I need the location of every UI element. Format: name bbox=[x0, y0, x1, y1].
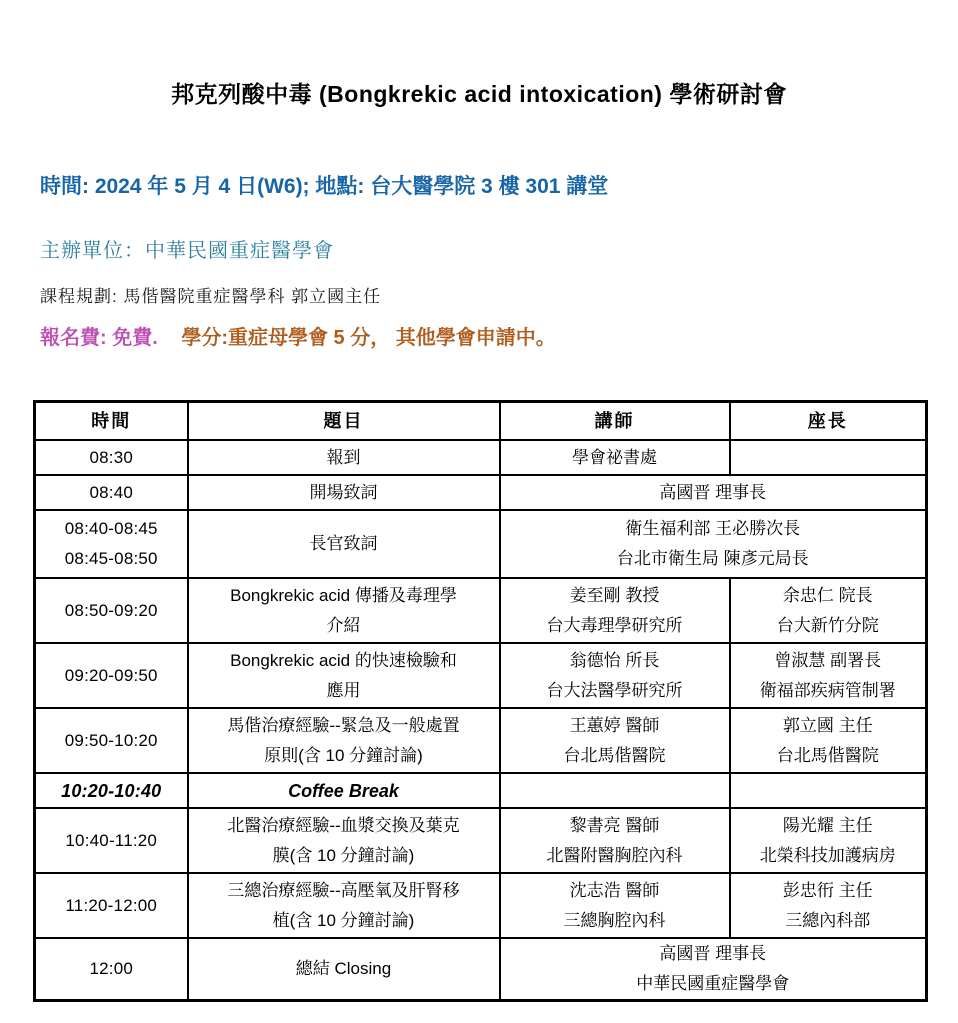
page-title: 邦克列酸中毒 (Bongkrekic acid intoxication) 學術研討會 bbox=[171, 81, 787, 107]
speaker-cell: 王蕙婷 醫師 台北馬偕醫院 bbox=[500, 708, 730, 773]
topic-cell: 長官致詞 bbox=[188, 510, 500, 578]
table-row bbox=[35, 440, 927, 475]
time-cell: 12:00 bbox=[35, 938, 188, 1001]
topic-cell: 馬偕治療經驗--緊急及一般處置 原則(含 10 分鐘討論) bbox=[188, 708, 500, 773]
table-row bbox=[35, 510, 927, 578]
time-cell: 11:20-12:00 bbox=[35, 873, 188, 938]
table-row bbox=[35, 475, 927, 510]
header-cell-speaker: 講師 bbox=[500, 402, 730, 441]
table-row bbox=[35, 643, 927, 708]
chair-cell: 曾淑慧 副署長 衛福部疾病管制署 bbox=[730, 643, 927, 708]
table-row bbox=[35, 938, 927, 1001]
speaker-chair-merged-cell: 衛生福利部 王必勝次長 台北市衛生局 陳彥元局長 bbox=[500, 510, 927, 578]
info-organizer: 主辦單位：中華民國重症醫學會 bbox=[40, 240, 334, 262]
speaker-chair-merged-cell: 高國晋 理事長 bbox=[500, 475, 927, 510]
topic-cell: Coffee Break bbox=[188, 773, 500, 808]
table-header-row bbox=[35, 402, 927, 441]
chair-cell bbox=[730, 440, 927, 475]
time-cell: 08:30 bbox=[35, 440, 188, 475]
time-cell: 08:40 bbox=[35, 475, 188, 510]
time-cell: 08:50-09:20 bbox=[35, 578, 188, 643]
table-row bbox=[35, 708, 927, 773]
topic-cell: 三總治療經驗--高壓氧及肝腎移 植(含 10 分鐘討論) bbox=[188, 873, 500, 938]
time-cell: 10:40-11:20 bbox=[35, 808, 188, 873]
time-cell: 09:50-10:20 bbox=[35, 708, 188, 773]
topic-cell: Bongkrekic acid 的快速檢驗和 應用 bbox=[188, 643, 500, 708]
topic-cell: 報到 bbox=[188, 440, 500, 475]
table-row bbox=[35, 873, 927, 938]
speaker-chair-merged-cell: 高國晋 理事長 中華民國重症醫學會 bbox=[500, 938, 927, 1001]
credit-text: 學分:重症母學會 5 分， 其他學會申請中。 bbox=[181, 327, 556, 349]
info-fee-credit bbox=[40, 321, 556, 350]
chair-cell bbox=[730, 773, 927, 808]
table-row-coffee-break bbox=[35, 773, 927, 808]
info-datetime-location: 時間: 2024 年 5 月 4 日(W6); 地點: 台大醫學院 3 樓 301 講堂 bbox=[40, 175, 609, 198]
chair-cell: 陽光耀 主任 北榮科技加護病房 bbox=[730, 808, 927, 873]
table-row bbox=[35, 808, 927, 873]
speaker-cell bbox=[500, 773, 730, 808]
table-row bbox=[35, 578, 927, 643]
chair-cell: 彭忠衎 主任 三總內科部 bbox=[730, 873, 927, 938]
info-course-planning: 課程規劃: 馬偕醫院重症醫學科 郭立國主任 bbox=[40, 287, 382, 306]
speaker-cell: 黎書亮 醫師 北醫附醫胸腔內科 bbox=[500, 808, 730, 873]
time-cell: 09:20-09:50 bbox=[35, 643, 188, 708]
topic-cell: Bongkrekic acid 傳播及毒理學 介紹 bbox=[188, 578, 500, 643]
speaker-cell: 姜至剛 教授 台大毒理學研究所 bbox=[500, 578, 730, 643]
topic-cell: 開場致詞 bbox=[188, 475, 500, 510]
header-cell-time: 時間 bbox=[35, 402, 188, 441]
agenda-table bbox=[33, 400, 928, 1002]
speaker-cell: 沈志浩 醫師 三總胸腔內科 bbox=[500, 873, 730, 938]
time-cell: 10:20-10:40 bbox=[35, 773, 188, 808]
header-cell-chair: 座長 bbox=[730, 402, 927, 441]
topic-cell: 北醫治療經驗--血漿交換及葉克 膜(含 10 分鐘討論) bbox=[188, 808, 500, 873]
header-cell-topic: 題目 bbox=[188, 402, 500, 441]
time-cell: 08:40-08:45 08:45-08:50 bbox=[35, 510, 188, 578]
fee-text: 報名費: 免費. bbox=[40, 327, 158, 349]
chair-cell: 余忠仁 院長 台大新竹分院 bbox=[730, 578, 927, 643]
chair-cell: 郭立國 主任 台北馬偕醫院 bbox=[730, 708, 927, 773]
topic-cell: 總結 Closing bbox=[188, 938, 500, 1001]
speaker-cell: 學會祕書處 bbox=[500, 440, 730, 475]
speaker-cell: 翁德怡 所長 台大法醫學研究所 bbox=[500, 643, 730, 708]
